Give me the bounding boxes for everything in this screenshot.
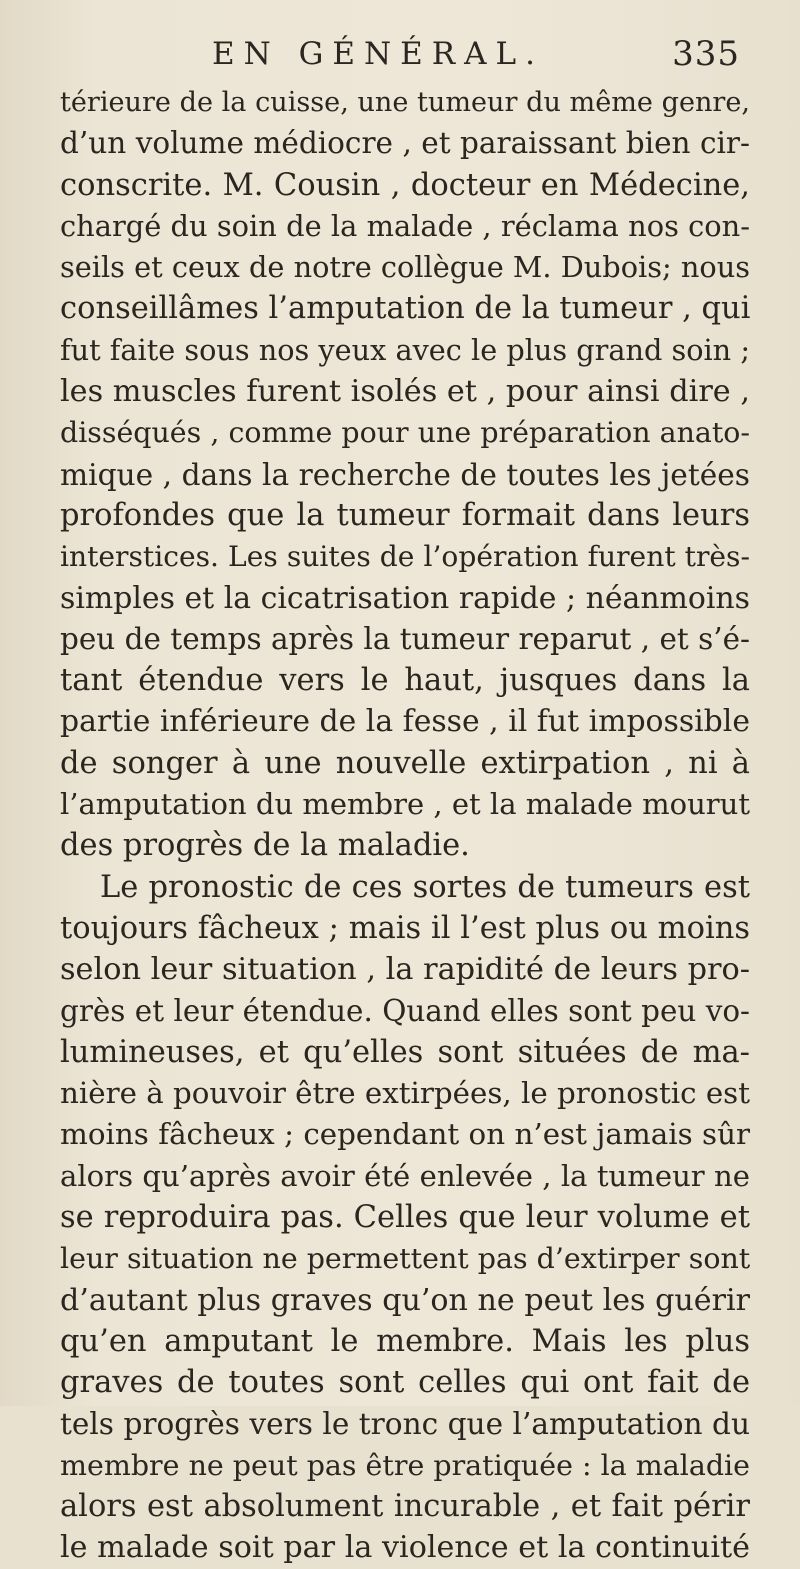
body-text: [60, 82, 750, 1569]
text-line: membre ne peut pas être pratiquée : la maladie: [60, 1448, 750, 1482]
text-line: de songer à une nouvelle extirpation , ni à: [60, 745, 750, 781]
text-line: tels progrès vers le tronc que l’amputation du: [60, 1406, 750, 1441]
text-line: alors est absolument incurable , et fait périr: [60, 1489, 750, 1525]
text-line: simples et la cicatrisation rapide ; néanmoins: [60, 580, 750, 616]
text-line: leur situation ne permettent pas d’extirper sont: [60, 1242, 751, 1276]
text-line: disséqués , comme pour une préparation anato-: [60, 416, 750, 450]
text-line: moins fâcheux ; cependant on n’est jamais sûr: [60, 1117, 750, 1152]
text-line: interstices. Les suites de l’opération furent très-: [60, 540, 750, 574]
text-line: peu de temps après la tumeur reparut , et s’é-: [60, 621, 750, 656]
text-line: selon leur situation , la rapidité de leurs pro-: [60, 952, 750, 988]
paragraph-start-line: Le pronostic de ces sortes de tumeurs est: [100, 869, 750, 905]
text-line: fut faite sous nos yeux avec le plus grand soin ;: [60, 332, 750, 367]
text-line: l’amputation du membre , et la malade mourut: [60, 787, 750, 822]
text-line: les muscles furent isolés et , pour ainsi dire ,: [60, 374, 750, 410]
text-line: alors qu’après avoir été enlevée , la tumeur ne: [60, 1158, 750, 1193]
text-line: profondes que la tumeur formait dans leurs: [60, 497, 750, 533]
text-line: d’autant plus graves qu’on ne peut les guérir: [60, 1282, 750, 1318]
text-line: conseillâmes l’amputation de la tumeur , qui: [60, 291, 751, 327]
page-header: [0, 34, 800, 78]
text-line: lumineuses, et qu’elles sont situées de ma-: [60, 1034, 750, 1070]
text-line: térieure de la cuisse, une tumeur du même genre,: [60, 87, 750, 118]
text-line: partie inférieure de la fesse , il fut impossible: [60, 704, 750, 740]
text-line: se reproduira pas. Celles que leur volume et: [60, 1200, 750, 1236]
text-line: qu’en amputant le membre. Mais les plus: [60, 1323, 750, 1359]
text-line: mique , dans la recherche de toutes les jetées: [60, 456, 750, 492]
text-line: grès et leur étendue. Quand elles sont peu vo-: [60, 993, 750, 1028]
text-line: tant étendue vers le haut, jusques dans la: [60, 663, 750, 699]
page-number: 335: [672, 34, 740, 74]
text-line: graves de toutes sont celles qui ont fait de: [60, 1365, 750, 1401]
text-line: seils et ceux de notre collègue M. Dubois; nous: [60, 250, 750, 285]
text-line: conscrite. M. Cousin , docteur en Médecine,: [60, 167, 750, 203]
text-line: le malade soit par la violence et la continuité: [60, 1530, 750, 1566]
text-line: chargé du soin de la malade , réclama nos con-: [60, 208, 750, 243]
text-line: toujours fâcheux ; mais il l’est plus ou moins: [60, 910, 750, 946]
running-head: EN GÉNÉRAL.: [212, 36, 544, 72]
text-line: d’un volume médiocre , et paraissant bien cir-: [60, 126, 750, 161]
text-line: nière à pouvoir être extirpées, le pronostic est: [60, 1076, 750, 1111]
paragraph-end-line: des progrès de la maladie.: [60, 828, 470, 864]
